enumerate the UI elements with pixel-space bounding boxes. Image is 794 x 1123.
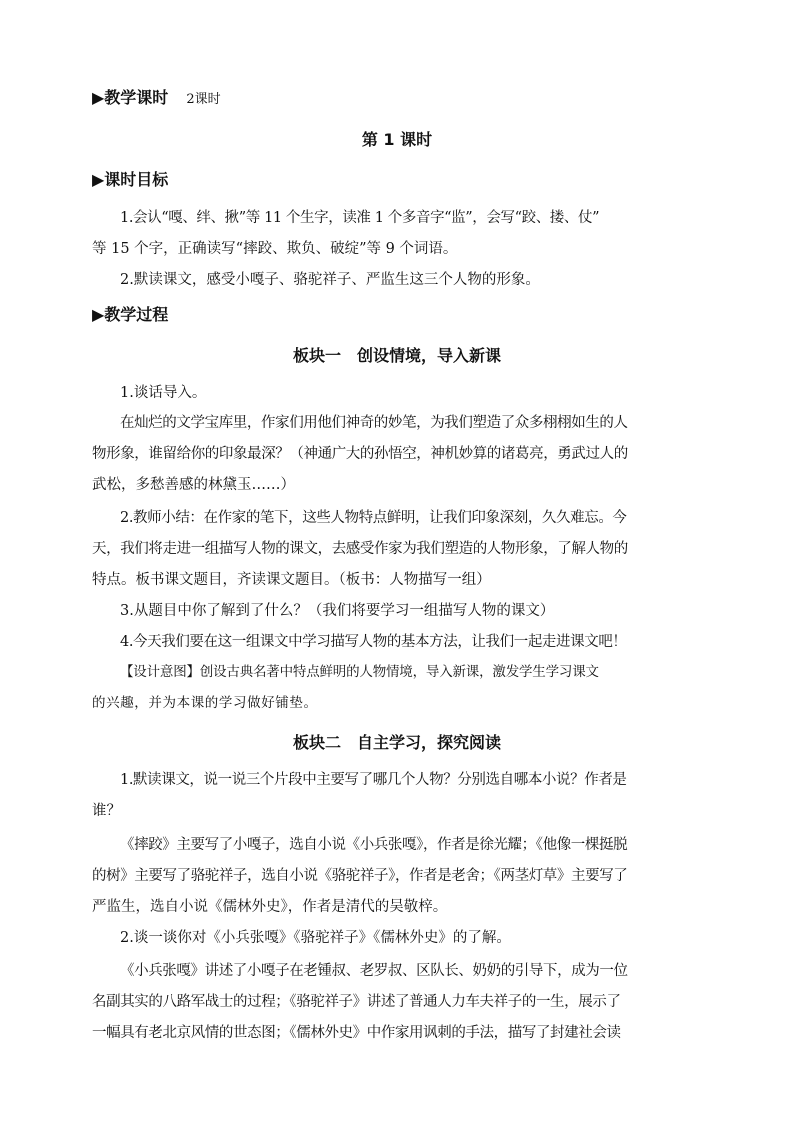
block1-line: 2.教师小结：在作家的笔下，这些人物特点鲜明，让我们印象深刻，久久难忘。今 — [120, 510, 627, 526]
block2-title: 板块二 自主学习，探究阅读 — [292, 733, 501, 752]
objectives-heading: ▶课时目标 — [92, 170, 169, 189]
teaching-hours-value: 2课时 — [186, 92, 221, 107]
block1-line: 在灿烂的文学宝库里，作家们用他们神奇的妙笔，为我们塑造了众多栩栩如生的人 — [120, 415, 628, 431]
block1-line: 特点。板书课文题目，齐读课文题目。（板书：人物描写一组） — [92, 572, 491, 588]
block1-line: 武松，多愁善感的林黛玉……） — [92, 477, 295, 493]
block2-line: 1.默读课文，说一说三个片段中主要写了哪几个人物？分别选自哪本小说？作者是 — [120, 772, 627, 788]
objective-line: 2.默读课文，感受小嘎子、骆驼祥子、严监生这三个人物的形象。 — [120, 272, 540, 288]
teaching-hours-label: ▶教学课时 — [92, 88, 169, 107]
block1-title: 板块一 创设情境，导入新课 — [292, 346, 501, 365]
block2-line: 2.谈一谈你对《小兵张嘎》《骆驼祥子》《儒林外史》的了解。 — [120, 930, 511, 946]
design-intent-line: 【设计意图】创设古典名著中特点鲜明的人物情境，导入新课，激发学生学习课文 — [120, 664, 599, 680]
objective-line: 1.会认“嘎、绊、揪”等 11 个生字，读准 1 个多音字“监”，会写“跤、搂、仗” — [120, 210, 600, 226]
design-intent-line: 的兴趣，并为本课的学习做好铺垫。 — [92, 695, 318, 711]
block2-line: 《小兵张嘎》讲述了小嘎子在老锺叔、老罗叔、区队长、奶奶的引导下，成为一位 — [120, 963, 628, 979]
lesson-title: 第 1 课时 — [361, 130, 433, 149]
objective-line: 等 15 个字，正确读写“摔跤、欺负、破绽”等 9 个词语。 — [92, 241, 458, 257]
block1-line: 物形象，谁留给你的印象最深？（神通广大的孙悟空，神机妙算的诸葛亮，勇武过人的 — [92, 446, 628, 462]
block1-line: 4.今天我们要在这一组课文中学习描写人物的基本方法，让我们一起走进课文吧！ — [120, 634, 627, 650]
block2-line: 名副其实的八路军战士的过程；《骆驼祥子》讲述了普通人力车夫祥子的一生，展示了 — [92, 994, 621, 1010]
process-heading: ▶教学过程 — [92, 305, 169, 324]
block2-line: 《摔跤》主要写了小嘎子，选自小说《小兵张嘎》，作者是徐光耀；《他像一棵挺脱 — [120, 837, 628, 853]
block1-line: 3.从题目中你了解到了什么？（我们将要学习一组描写人物的课文） — [120, 603, 555, 619]
block1-line: 1.谈话导入。 — [120, 385, 207, 401]
block2-line: 的树》主要写了骆驼祥子，选自小说《骆驼祥子》，作者是老舍；《两茎灯草》主要写了 — [92, 868, 628, 884]
block1-line: 天，我们将走进一组描写人物的课文，去感受作家为我们塑造的人物形象，了解人物的 — [92, 541, 628, 557]
block2-line: 谁？ — [92, 803, 121, 819]
teaching-hours-row — [92, 88, 221, 110]
block2-line: 一幅具有老北京风情的世态图；《儒林外史》中作家用讽刺的手法，描写了封建社会读 — [92, 1025, 621, 1041]
block2-line: 严监生，选自小说《儒林外史》，作者是清代的吴敬梓。 — [92, 899, 448, 915]
